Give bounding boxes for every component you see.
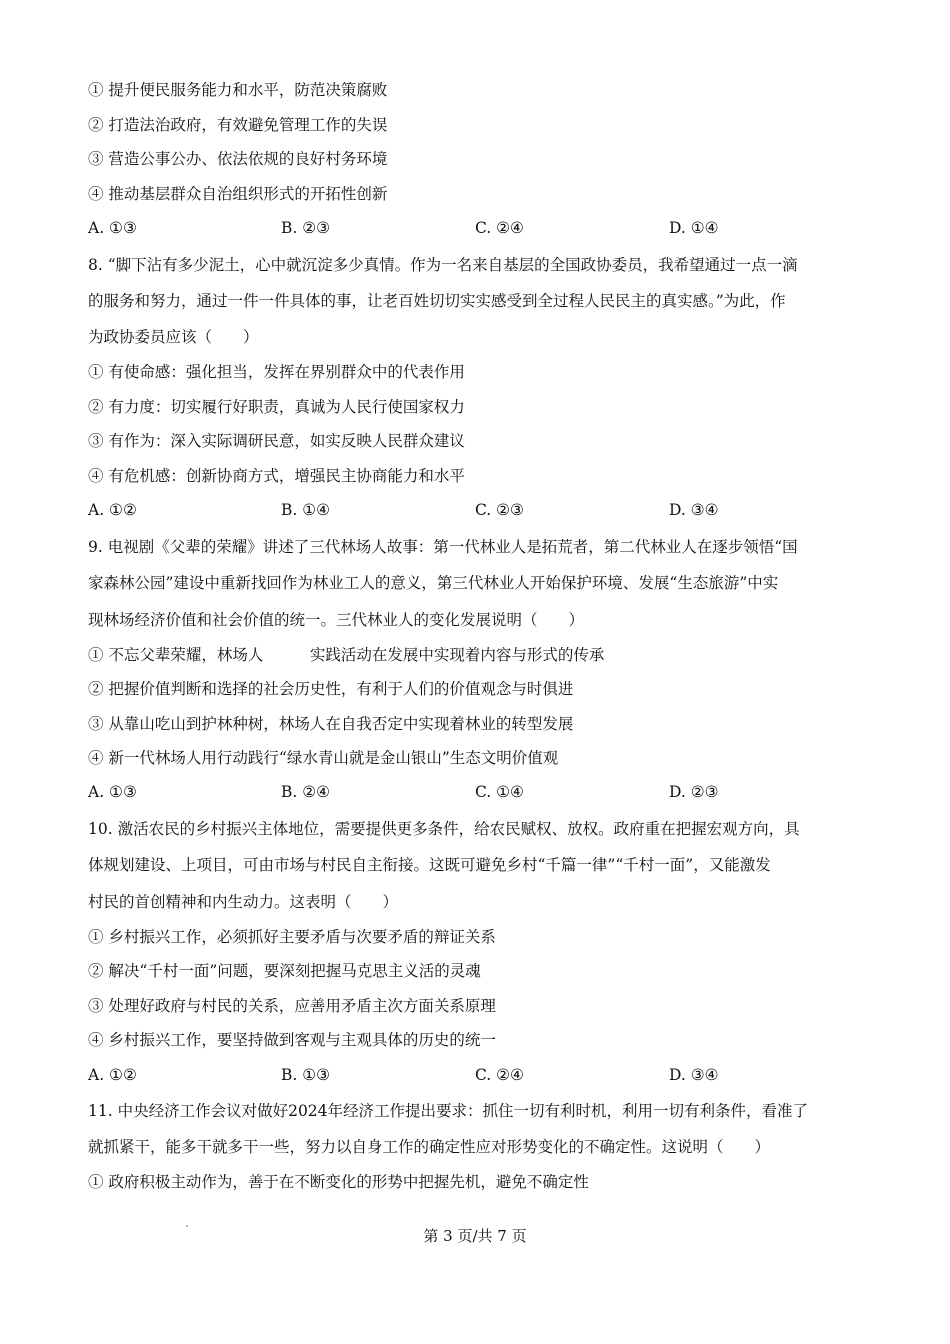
q9-item-2: ② 把握价值判断和选择的社会历史性，有利于人们的价值观念与时俱进 — [88, 680, 574, 698]
option-a: A. ①③ — [88, 783, 137, 801]
option-d: D. ③④ — [669, 1066, 719, 1084]
q8-item-1: ① 有使命感：强化担当，发挥在界别群众中的代表作用 — [88, 363, 465, 381]
q9-options — [88, 782, 868, 802]
q8-stem-line-1: 8. “脚下沾有多少泥土，心中就沉淀多少真情。作为一名来自基层的全国政协委员，我希望通过一点一滴 — [88, 256, 798, 274]
option-d: D. ③④ — [669, 501, 719, 519]
option-b: B. ①④ — [281, 501, 331, 519]
option-a: A. ①② — [88, 501, 137, 519]
q10-stem-line-3: 村民的首创精神和内生动力。这表明（ ） — [88, 893, 399, 911]
q10-item-3: ③ 处理好政府与村民的关系，应善用矛盾主次方面关系原理 — [88, 997, 496, 1015]
q9-stem-line-1: 9. 电视剧《父辈的荣耀》讲述了三代林场人故事：第一代林业人是拓荒者，第二代林业人在逐步领悟“国 — [88, 538, 798, 556]
q8-stem-line-3: 为政协委员应该（ ） — [88, 328, 259, 346]
q10-item-4: ④ 乡村振兴工作，要坚持做到客观与主观具体的历史的统一 — [88, 1031, 496, 1049]
option-c: C. ②④ — [475, 1066, 524, 1084]
option-d: D. ①④ — [669, 219, 719, 237]
page-footer: 第 3 页/共 7 页 — [423, 1227, 527, 1245]
option-c: C. ②③ — [475, 501, 524, 519]
q8-options — [88, 500, 868, 520]
prev-item-4: ④ 推动基层群众自治组织形式的开拓性创新 — [88, 185, 388, 203]
q8-item-4: ④ 有危机感：创新协商方式，增强民主协商能力和水平 — [88, 467, 465, 485]
option-b: B. ②④ — [281, 783, 331, 801]
q11-stem-line-2: 就抓紧干，能多干就多干一些，努力以自身工作的确定性应对形势变化的不确定性。这说明（ ） — [88, 1138, 771, 1156]
prev-item-3: ③ 营造公事公办、依法依规的良好村务环境 — [88, 150, 388, 168]
q10-stem-line-2: 体规划建设、上项目，可由市场与村民自主衔接。这既可避免乡村“千篇一律”“千村一面”，又能激发 — [88, 856, 771, 874]
option-c: C. ①④ — [475, 783, 524, 801]
option-b: B. ②③ — [281, 219, 331, 237]
q10-item-2: ② 解决“千村一面”问题，要深刻把握马克思主义活的灵魂 — [88, 962, 481, 980]
q9-item-3: ③ 从靠山吃山到护林种树，林场人在自我否定中实现着林业的转型发展 — [88, 715, 574, 733]
q8-item-3: ③ 有作为：深入实际调研民意，如实反映人民群众建议 — [88, 432, 465, 450]
q9-stem-line-2: 家森林公园”建设中重新找回作为林业工人的意义，第三代林业人开始保护环境、发展“生态旅游”中实 — [88, 574, 779, 592]
q9-item-1: ① 不忘父辈荣耀，林场人 实践活动在发展中实现着内容与形式的传承 — [88, 646, 605, 664]
prev-item-2: ② 打造法治政府，有效避免管理工作的失误 — [88, 116, 388, 134]
option-b: B. ①③ — [281, 1066, 331, 1084]
q8-item-2: ② 有力度：切实履行好职责，真诚为人民行使国家权力 — [88, 398, 465, 416]
option-c: C. ②④ — [475, 219, 524, 237]
prev-options — [88, 218, 868, 238]
q10-item-1: ① 乡村振兴工作，必须抓好主要矛盾与次要矛盾的辩证关系 — [88, 928, 496, 946]
q11-item-1: ① 政府积极主动作为，善于在不断变化的形势中把握先机，避免不确定性 — [88, 1173, 589, 1191]
prev-item-1: ① 提升便民服务能力和水平，防范决策腐败 — [88, 81, 388, 99]
q11-stem-line-1: 11. 中央经济工作会议对做好2024年经济工作提出要求：抓住一切有利时机，利用一切有利条件，看准了 — [88, 1102, 809, 1120]
option-a: A. ①② — [88, 1066, 137, 1084]
q8-stem-line-2: 的服务和努力，通过一件一件具体的事，让老百姓切切实实感受到全过程人民民主的真实感。”为此，作 — [88, 292, 786, 310]
q9-stem-line-3: 现林场经济价值和社会价值的统一。三代林业人的变化发展说明（ ） — [88, 611, 585, 629]
q9-item-4: ④ 新一代林场人用行动践行“绿水青山就是金山银山”生态文明价值观 — [88, 749, 559, 767]
option-d: D. ②③ — [669, 783, 719, 801]
q10-stem-line-1: 10. 激活农民的乡村振兴主体地位，需要提供更多条件，给农民赋权、放权。政府重在把握宏观方向，具 — [88, 820, 800, 838]
q10-options — [88, 1065, 868, 1085]
option-a: A. ①③ — [88, 219, 137, 237]
